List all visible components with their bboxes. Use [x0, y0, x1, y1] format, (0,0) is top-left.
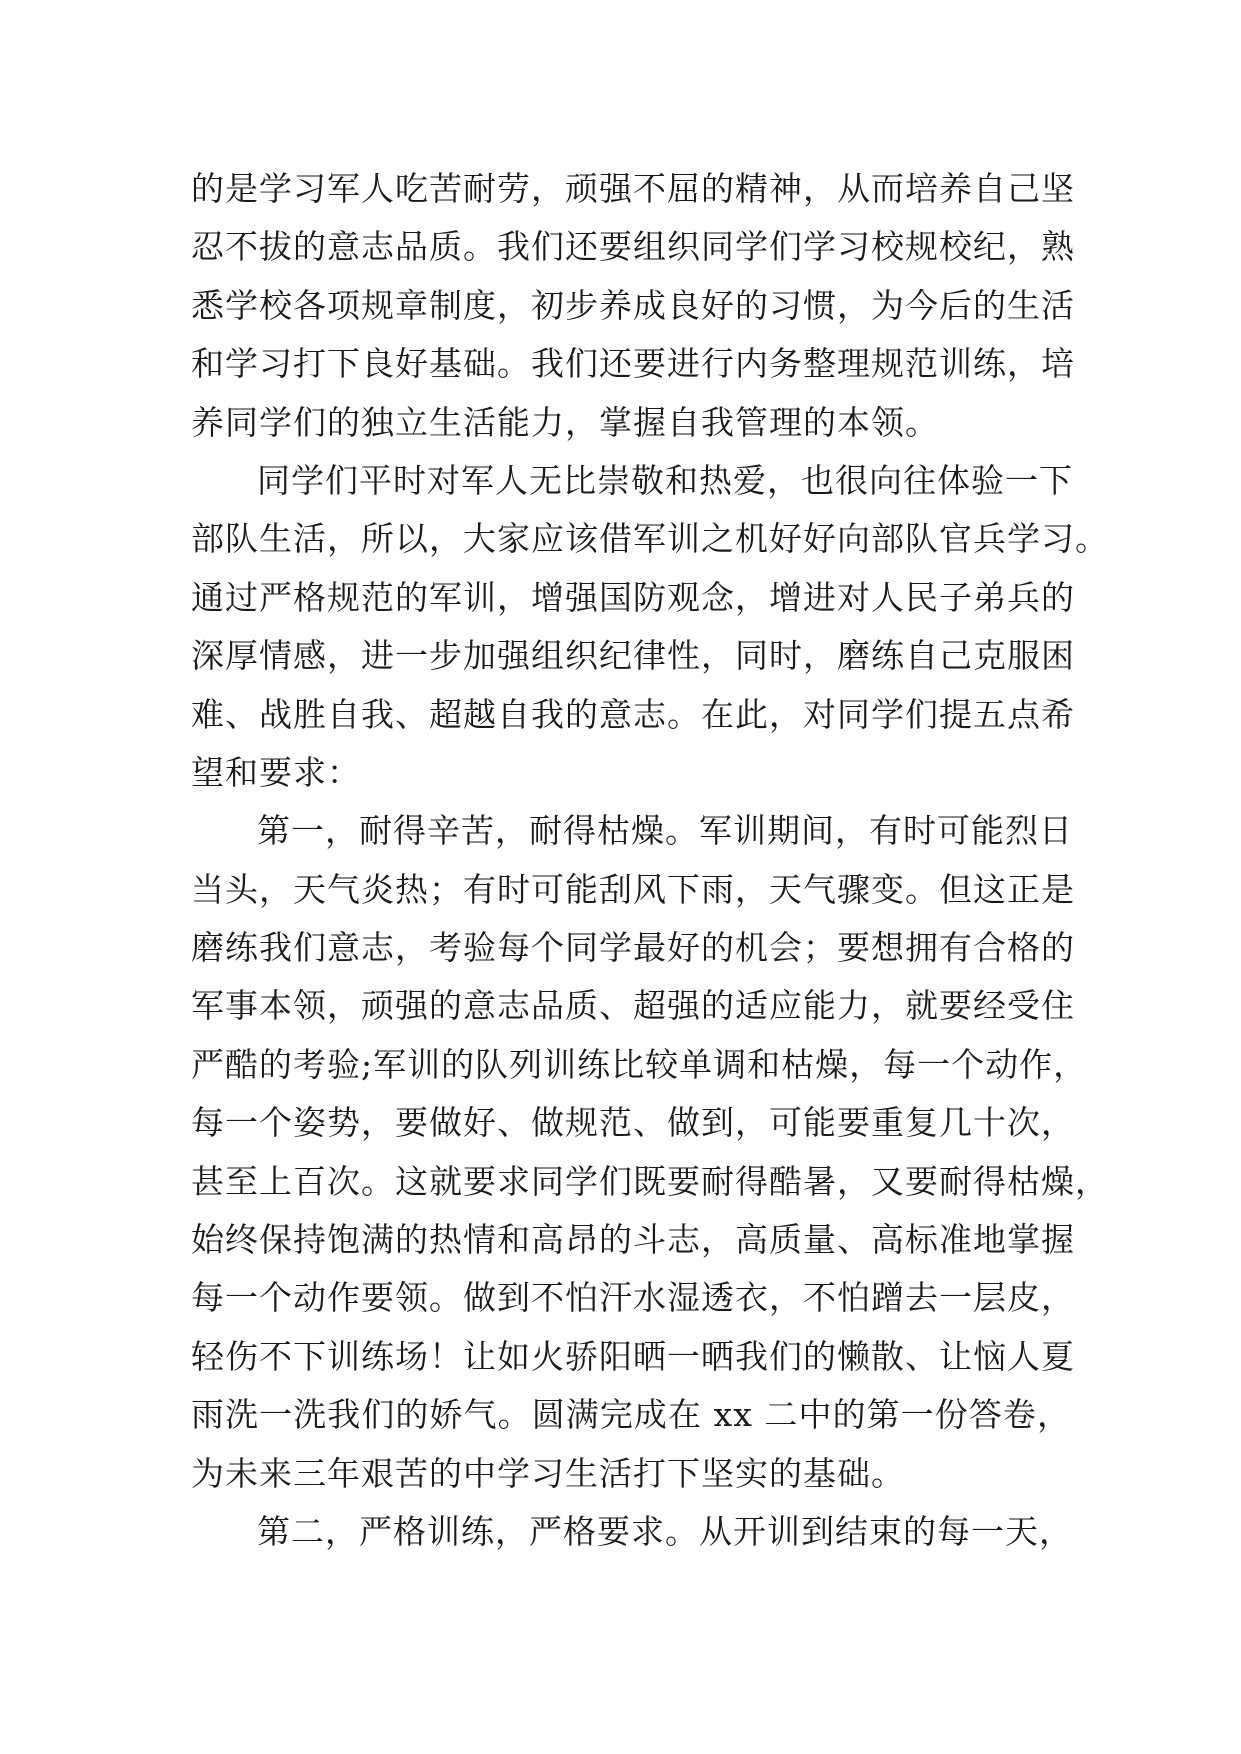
text-line: 雨洗一洗我们的娇气。圆满完成在 xx 二中的第一份答卷， — [191, 1395, 1071, 1435]
text-line: 望和要求： — [191, 752, 361, 792]
text-line: 养同学们的独立生活能力，掌握自我管理的本领。 — [191, 402, 939, 442]
text-line: 当头，天气炎热；有时可能刮风下雨，天气骤变。但这正是 — [191, 869, 1075, 909]
text-line: 为未来三年艰苦的中学习生活打下坚实的基础。 — [191, 1453, 905, 1493]
text-line: 每一个姿势，要做好、做规范、做到，可能要重复几十次， — [191, 1103, 1075, 1143]
text-line: 部队生活，所以，大家应该借军训之机好好向部队官兵学习。 — [191, 519, 1109, 559]
text-line: 难、战胜自我、超越自我的意志。在此，对同学们提五点希 — [191, 694, 1075, 734]
text-line: 严酷的考验;军训的队列训练比较单调和枯燥，每一个动作， — [191, 1044, 1088, 1084]
text-line: 甚至上百次。这就要求同学们既要耐得酷暑，又要耐得枯燥， — [191, 1161, 1109, 1201]
text-line: 悉学校各项规章制度，初步养成良好的习惯，为今后的生活 — [191, 285, 1075, 325]
text-line: 同学们平时对军人无比崇敬和热爱，也很向往体验一下 — [257, 460, 1073, 500]
text-line: 第二，严格训练，严格要求。从开训到结束的每一天， — [257, 1511, 1073, 1551]
body-text — [191, 160, 1109, 1561]
text-line: 的是学习军人吃苦耐劳，顽强不屈的精神，从而培养自己坚 — [191, 169, 1075, 208]
text-line: 每一个动作要领。做到不怕汗水湿透衣，不怕蹭去一层皮， — [191, 1278, 1075, 1318]
text-line: 忍不拔的意志品质。我们还要组织同学们学习校规校纪，熟 — [191, 227, 1075, 267]
text-line: 磨练我们意志，考验每个同学最好的机会；要想拥有合格的 — [191, 928, 1075, 968]
text-line: 通过严格规范的军训，增强国防观念，增进对人民子弟兵的 — [191, 577, 1075, 617]
text-line: 军事本领，顽强的意志品质、超强的适应能力，就要经受住 — [191, 986, 1075, 1026]
text-line: 第一，耐得辛苦，耐得枯燥。军训期间，有时可能烈日 — [257, 811, 1073, 851]
text-line: 轻伤不下训练场！让如火骄阳晒一晒我们的懒散、让恼人夏 — [191, 1336, 1075, 1376]
text-line: 和学习打下良好基础。我们还要进行内务整理规范训练，培 — [191, 344, 1075, 384]
text-line: 深厚情感，进一步加强组织纪律性，同时，磨练自己克服困 — [191, 636, 1075, 676]
text-line: 始终保持饱满的热情和高昂的斗志，高质量、高标准地掌握 — [191, 1220, 1075, 1260]
